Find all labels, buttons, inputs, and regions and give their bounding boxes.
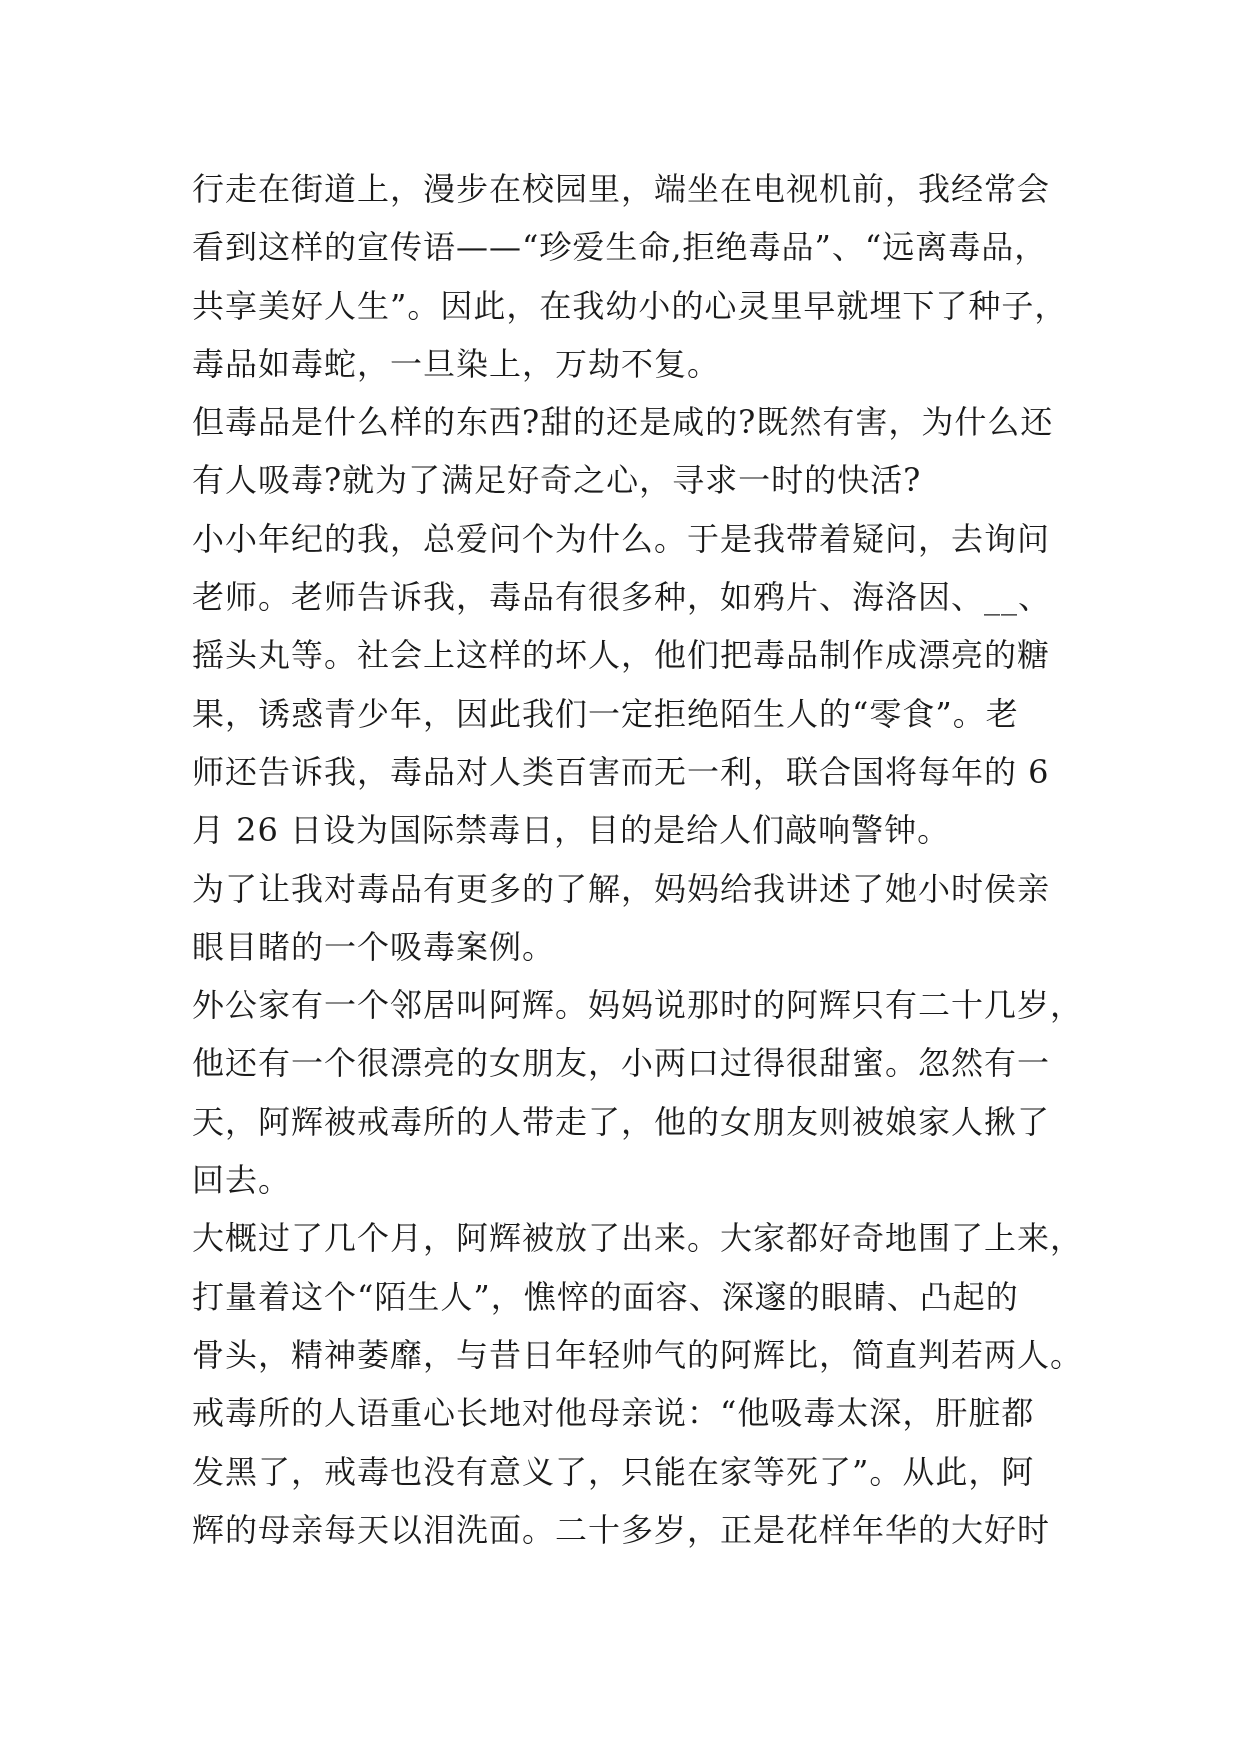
text-line: 他还有一个很漂亮的女朋友，小两口过得很甜蜜。忽然有一 — [192, 1044, 1051, 1083]
text-line: 看到这样的宣传语——“珍爱生命,拒绝毒品”、“远离毒品， — [192, 228, 1048, 267]
text-line: 老师。老师告诉我，毒品有很多种，如鸦片、海洛因、__、 — [192, 578, 1052, 617]
text-line: 辉的母亲每天以泪洗面。二十多岁，正是花样年华的大好时 — [192, 1510, 1051, 1549]
text-line: 打量着这个“陌生人”，憔悴的面容、深邃的眼睛、凸起的 — [192, 1277, 1019, 1316]
text-line: 共享美好人生”。因此，在我幼小的心灵里早就埋下了种子， — [192, 286, 1068, 325]
text-line: 月 26 日设为国际禁毒日，目的是给人们敲响警钟。 — [192, 811, 951, 850]
text-line: 外公家有一个邻居叫阿辉。妈妈说那时的阿辉只有二十几岁， — [192, 986, 1084, 1025]
text-line: 发黑了，戒毒也没有意义了，只能在家等死了”。从此，阿 — [192, 1452, 1035, 1491]
text-line: 摇头丸等。社会上这样的坏人，他们把毒品制作成漂亮的糖 — [192, 636, 1051, 675]
text-line: 行走在街道上，漫步在校园里，端坐在电视机前，我经常会 — [192, 170, 1051, 208]
text-line: 骨头，精神萎靡，与昔日年轻帅气的阿辉比，简直判若两人。 — [192, 1335, 1084, 1374]
text-line: 回去。 — [192, 1161, 292, 1200]
text-line: 师还告诉我，毒品对人类百害而无一利，联合国将每年的 6 — [192, 752, 1050, 791]
text-line: 戒毒所的人语重心长地对他母亲说：“他吸毒太深，肝脏都 — [192, 1394, 1035, 1433]
text-line: 眼目睹的一个吸毒案例。 — [192, 927, 556, 966]
body-text — [192, 160, 1092, 1559]
text-line: 小小年纪的我，总爱问个为什么。于是我带着疑问，去询问 — [192, 519, 1051, 558]
text-line: 但毒品是什么样的东西?甜的还是咸的?既然有害，为什么还 — [192, 403, 1054, 442]
text-line: 天，阿辉被戒毒所的人带走了，他的女朋友则被娘家人揪了 — [192, 1102, 1051, 1141]
text-line: 有人吸毒?就为了满足好奇之心，寻求一时的快活? — [192, 461, 922, 500]
text-line: 大概过了几个月，阿辉被放了出来。大家都好奇地围了上来， — [192, 1219, 1084, 1258]
text-line: 为了让我对毒品有更多的了解，妈妈给我讲述了她小时侯亲 — [192, 869, 1051, 908]
text-line: 毒品如毒蛇，一旦染上，万劫不复。 — [192, 344, 721, 383]
text-line: 果，诱惑青少年，因此我们一定拒绝陌生人的“零食”。老 — [192, 694, 1019, 733]
